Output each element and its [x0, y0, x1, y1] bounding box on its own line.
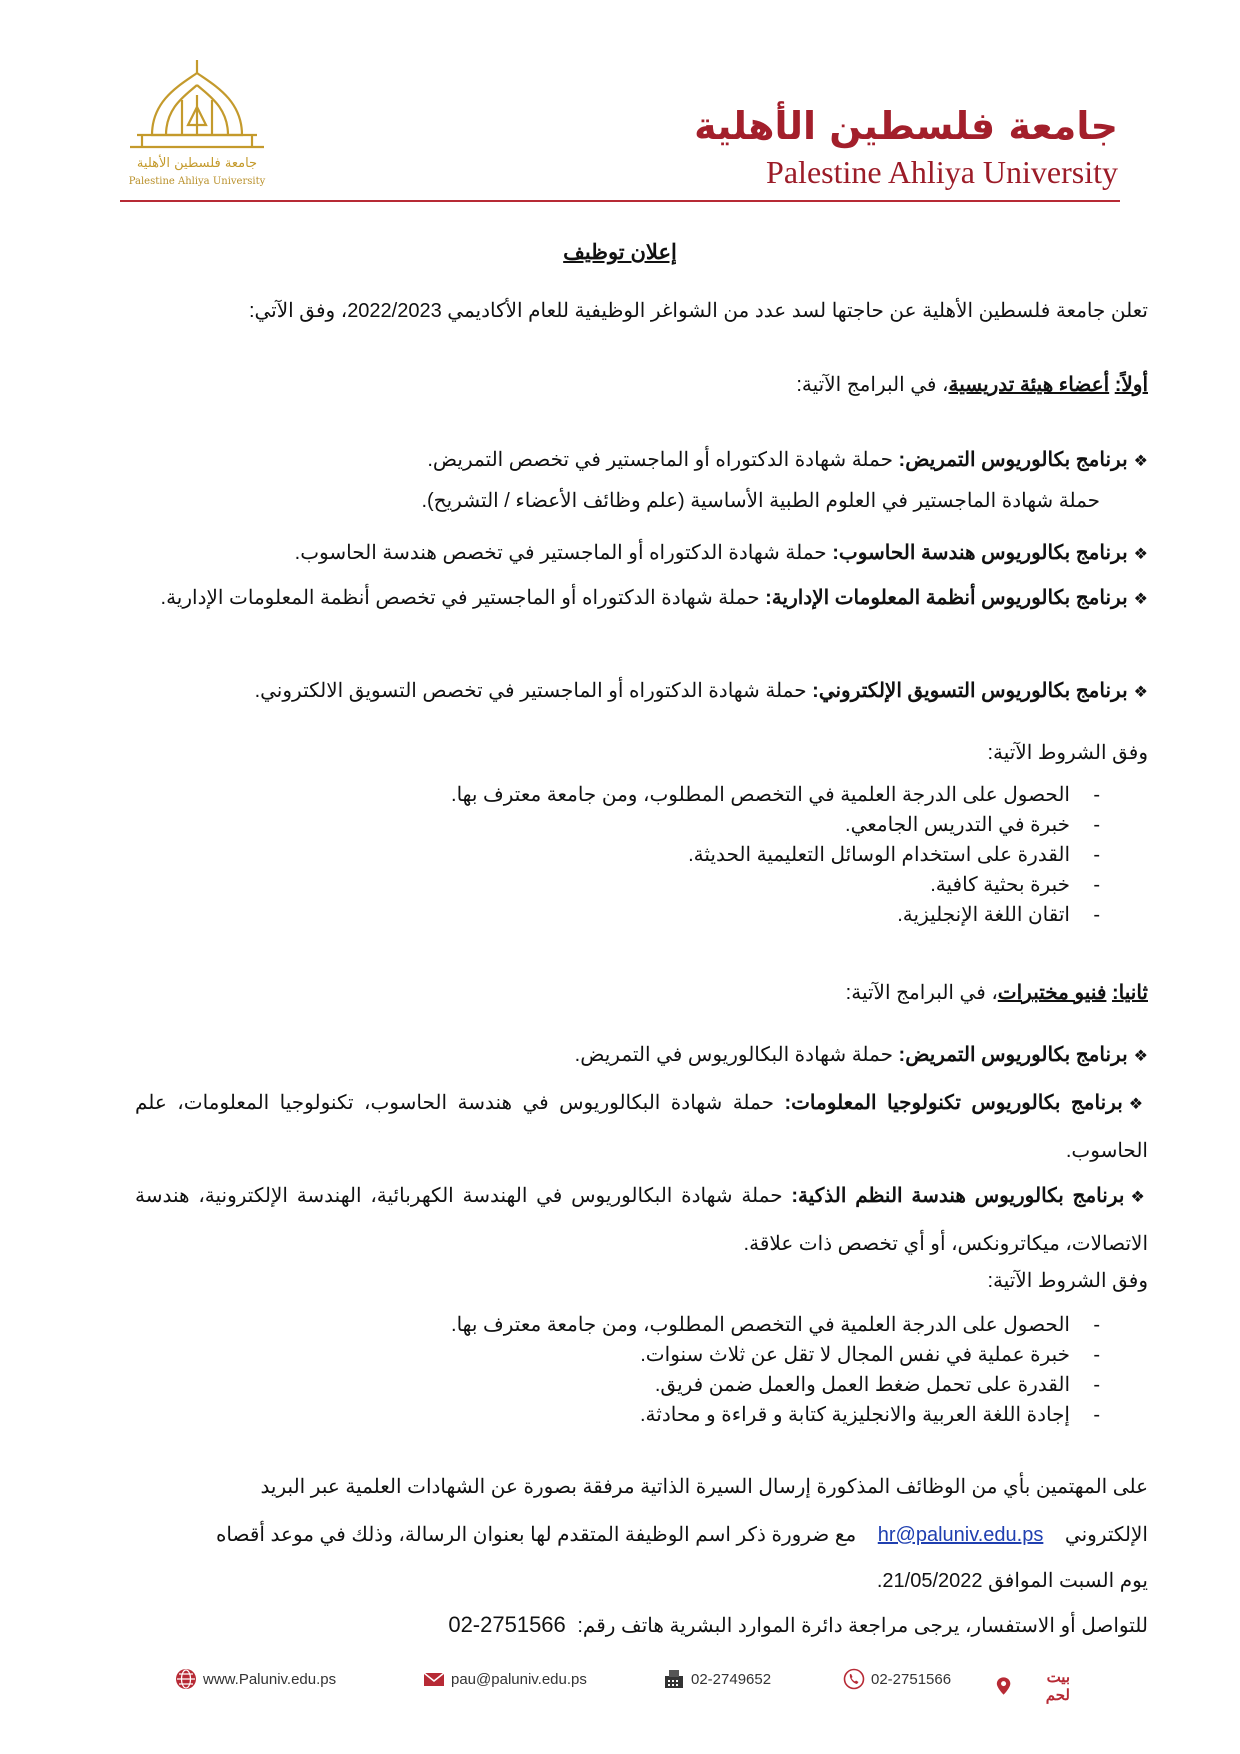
fax-icon	[663, 1668, 685, 1690]
program-requirement: حملة شهادة البكالوريوس في الهندسة الكهربائية، الهندسة الإلكترونية، هندسة الاتصالات، ميكاترونكس، أو أي تخصص ذات علاقة.	[135, 1185, 1148, 1255]
program-name: برنامج بكالوريوس تكنولوجيا المعلومات:	[784, 1092, 1123, 1114]
program-name: برنامج بكالوريوس التمريض:	[898, 449, 1128, 471]
section1-heading	[796, 372, 1148, 397]
footer	[175, 1668, 1070, 1704]
program-requirement: حملة شهادة الدكتوراه أو الماجستير في تخصص التمريض.	[427, 449, 899, 471]
closing-line-2	[216, 1522, 1148, 1547]
section2-title: فنيو مختبرات	[997, 982, 1107, 1004]
program-requirement: حملة شهادة البكالوريوس في هندسة الحاسوب، تكنولوجيا المعلومات، علم الحاسوب.	[135, 1092, 1148, 1162]
diamond-bullet-icon: ❖	[1128, 1096, 1148, 1113]
diamond-bullet-icon: ❖	[1133, 591, 1148, 608]
list-item	[135, 437, 1148, 485]
program-name: برنامج بكالوريوس التمريض:	[898, 1044, 1128, 1066]
program-requirement: حملة شهادة البكالوريوس في التمريض.	[574, 1044, 899, 1066]
footer-phone[interactable]	[843, 1668, 951, 1690]
condition-item: - خبرة بحثية كافية.	[451, 870, 1100, 900]
condition-item: - الحصول على الدرجة العلمية في التخصص المطلوب، ومن جامعة معترف بها.	[451, 1310, 1100, 1340]
section2-conditions-label: وفق الشروط الآتية:	[987, 1270, 1148, 1292]
program-name: برنامج بكالوريوس هندسة الحاسوب:	[832, 542, 1128, 564]
closing-line-1: على المهتمين بأي من الوظائف المذكورة إرسال السيرة الذاتية مرفقة بصورة عن الشهادات العلمية عبر البريد	[260, 1476, 1148, 1498]
program-name: برنامج بكالوريوس هندسة النظم الذكية:	[791, 1185, 1125, 1207]
contact-line	[448, 1612, 1148, 1638]
condition-item: - الحصول على الدرجة العلمية في التخصص المطلوب، ومن جامعة معترف بها.	[451, 780, 1100, 810]
program-name: برنامج بكالوريوس أنظمة المعلومات الإدارية:	[765, 587, 1128, 609]
diamond-bullet-icon: ❖	[1133, 1048, 1148, 1065]
condition-item: - القدرة على استخدام الوسائل التعليمية الحديثة.	[451, 840, 1100, 870]
list-item	[135, 1032, 1148, 1080]
university-logo-icon	[122, 55, 272, 195]
condition-item: - اتقان اللغة الإنجليزية.	[451, 900, 1100, 930]
university-name-arabic: جامعة فلسطين الأهلية	[694, 104, 1118, 148]
condition-item: - القدرة على تحمل ضغط العمل والعمل ضمن فريق.	[451, 1370, 1100, 1400]
location-pin-icon	[993, 1675, 1014, 1697]
program-requirement: حملة شهادة الدكتوراه أو الماجستير في تخصص التسويق الالكتروني.	[254, 680, 813, 702]
list-item	[135, 1080, 1148, 1174]
program-requirement: حملة شهادة الدكتوراه أو الماجستير في تخصص أنظمة المعلومات الإدارية.	[160, 587, 766, 609]
list-item	[135, 1173, 1148, 1267]
header-divider	[120, 200, 1120, 202]
footer-location	[993, 1668, 1070, 1704]
footer-fax-text: 02-2749652	[691, 1670, 772, 1688]
intro-paragraph: تعلن جامعة فلسطين الأهلية عن حاجتها لسد عدد من الشواغر الوظيفية للعام الأكاديمي 2022/2023، وفق الآتي:	[248, 300, 1148, 322]
condition-item: - إجادة اللغة العربية والانجليزية كتابة و قراءة و محادثة.	[451, 1400, 1100, 1430]
section1-conditions-label: وفق الشروط الآتية:	[987, 742, 1148, 764]
closing-line-2-prefix: الإلكتروني	[1064, 1524, 1148, 1546]
contact-phone: 02-2751566	[448, 1612, 566, 1637]
footer-website-text: www.Paluniv.edu.ps	[203, 1670, 337, 1688]
footer-phone-text: 02-2751566	[871, 1670, 952, 1688]
svg-text:جامعة فلسطين الأهلية: جامعة فلسطين الأهلية	[136, 156, 258, 171]
footer-website[interactable]	[175, 1668, 336, 1690]
diamond-bullet-icon: ❖	[1133, 453, 1148, 470]
footer-fax	[663, 1668, 771, 1690]
diamond-bullet-icon: ❖	[1133, 546, 1148, 563]
condition-item: - خبرة في التدريس الجامعي.	[451, 810, 1100, 840]
list-item	[135, 530, 1148, 578]
section2-label: ثانيا:	[1111, 982, 1148, 1004]
footer-email-text: pau@paluniv.edu.ps	[451, 1670, 587, 1688]
section1-conditions-list	[451, 780, 1100, 930]
section2-heading	[846, 980, 1148, 1005]
program-requirement: حملة شهادة الدكتوراه أو الماجستير في تخصص هندسة الحاسوب.	[294, 542, 833, 564]
contact-text: للتواصل أو الاستفسار، يرجى مراجعة دائرة الموارد البشرية هاتف رقم:	[577, 1615, 1148, 1637]
closing-line-2-suffix: مع ضرورة ذكر اسم الوظيفة المتقدم لها بعنوان الرسالة، وذلك في موعد أقصاه	[215, 1524, 857, 1546]
globe-icon	[175, 1668, 197, 1690]
diamond-bullet-icon: ❖	[1133, 684, 1148, 701]
logo-caption: Palestine Ahliya University	[128, 176, 266, 187]
section2-conditions-list	[451, 1310, 1100, 1430]
envelope-icon	[423, 1668, 445, 1690]
list-item	[135, 668, 1148, 716]
closing-line-3: يوم السبت الموافق 21/05/2022.	[876, 1570, 1148, 1592]
program-name: برنامج بكالوريوس التسويق الإلكتروني:	[812, 680, 1128, 702]
section1-suffix: ، في البرامج الآتية:	[796, 374, 949, 396]
page-title: إعلان توظيف	[563, 241, 677, 264]
footer-email[interactable]	[423, 1668, 587, 1690]
phone-icon	[843, 1668, 865, 1690]
condition-item: - خبرة عملية في نفس المجال لا تقل عن ثلاث سنوات.	[451, 1340, 1100, 1370]
footer-location-text: بيت لحم	[1045, 1669, 1070, 1704]
section1-title: أعضاء هيئة تدريسية	[948, 374, 1110, 396]
nursing-extra-requirement: حملة شهادة الماجستير في العلوم الطبية الأساسية (علم وظائف الأعضاء / التشريح).	[421, 490, 1100, 512]
list-item	[135, 575, 1148, 623]
diamond-bullet-icon: ❖	[1130, 1189, 1149, 1206]
hr-email-link[interactable]: hr@paluniv.edu.ps	[877, 1524, 1044, 1546]
university-name-english: Palestine Ahliya University	[766, 154, 1118, 190]
section1-label: أولاً:	[1114, 374, 1148, 396]
section2-suffix: ، في البرامج الآتية:	[845, 982, 998, 1004]
